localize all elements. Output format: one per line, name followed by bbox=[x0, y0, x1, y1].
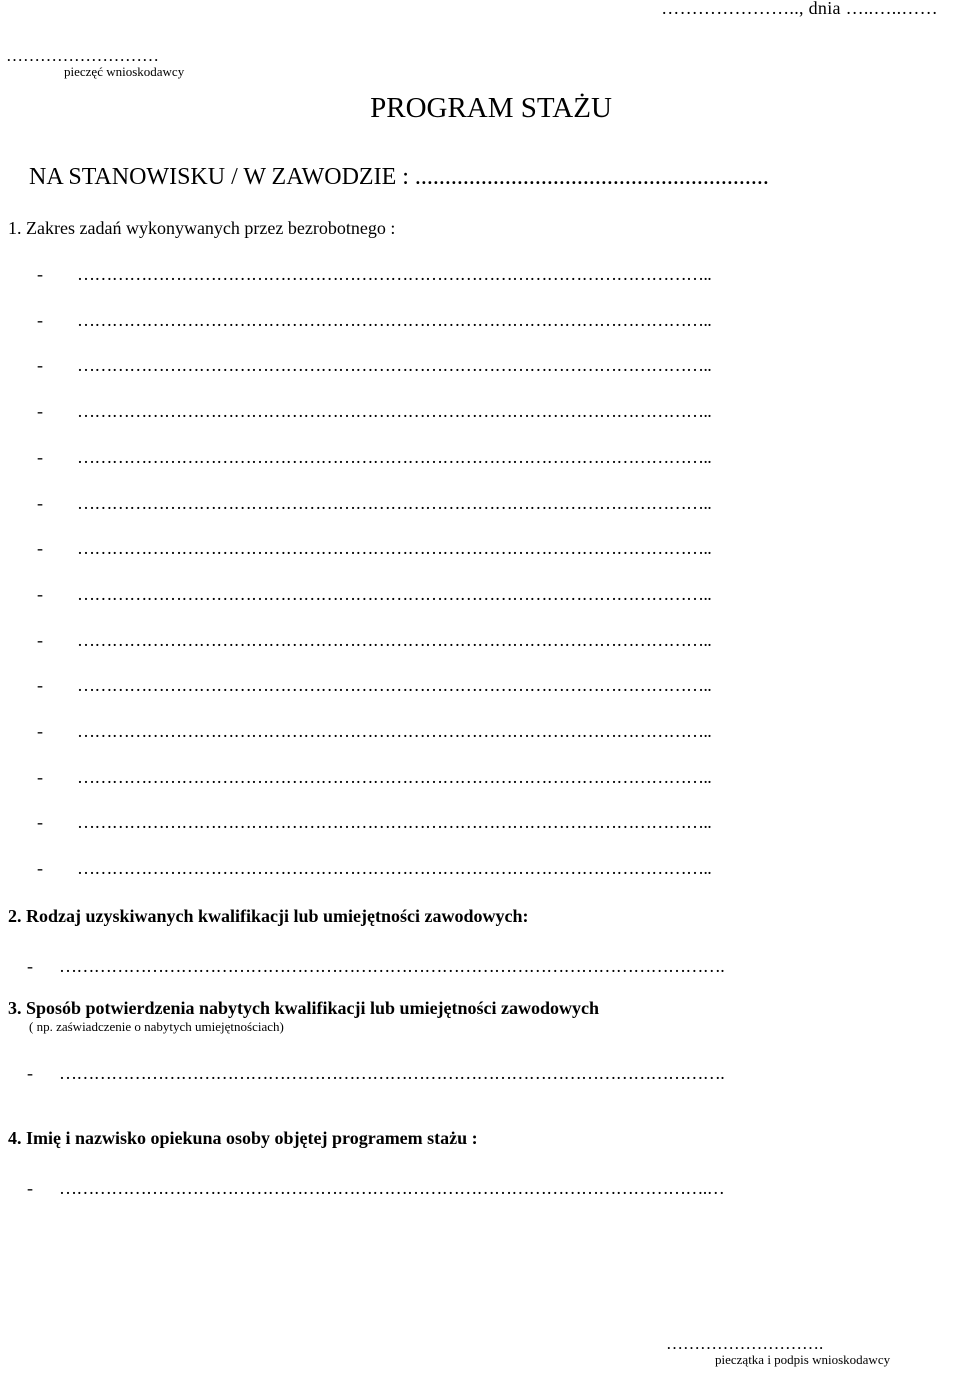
list-dash: - bbox=[37, 675, 43, 695]
list-dash: - bbox=[37, 493, 43, 513]
fill-line: ……………………………………………………………………………………………….. bbox=[77, 767, 712, 787]
task-row[interactable] bbox=[37, 584, 957, 604]
page-title: PROGRAM STAŻU bbox=[370, 92, 612, 124]
fill-line: ……………………………………………………………………………………………….. bbox=[77, 447, 712, 467]
section-2-heading: 2. Rodzaj uzyskiwanych kwalifikacji lub umiejętności zawodowych: bbox=[8, 906, 529, 926]
fill-line: ……………………………………………………………………………………………………. bbox=[59, 1063, 725, 1083]
task-row[interactable] bbox=[37, 264, 957, 284]
task-row[interactable] bbox=[37, 310, 957, 330]
fill-line: ………………………………………………………………………………………………….… bbox=[59, 1178, 725, 1198]
list-dash: - bbox=[37, 812, 43, 832]
list-dash: - bbox=[37, 538, 43, 558]
signature-placeholder: ………………………. bbox=[666, 1334, 824, 1353]
signature-label: pieczątka i podpis wnioskodawcy bbox=[715, 1352, 891, 1367]
fill-line: ……………………………………………………………………………………………….. bbox=[77, 812, 712, 832]
fill-line: ……………………………………………………………………………………………….. bbox=[77, 721, 712, 741]
list-dash: - bbox=[37, 447, 43, 467]
fill-line: ……………………………………………………………………………………………….. bbox=[77, 675, 712, 695]
list-dash: - bbox=[37, 630, 43, 650]
stamp-placeholder: ……………………… bbox=[6, 46, 159, 65]
task-row[interactable] bbox=[37, 538, 957, 558]
list-dash: - bbox=[37, 584, 43, 604]
list-dash: - bbox=[37, 767, 43, 787]
task-row[interactable] bbox=[37, 401, 957, 421]
fill-line: ……………………………………………………………………………………………….. bbox=[77, 630, 712, 650]
list-dash: - bbox=[37, 264, 43, 284]
task-row[interactable] bbox=[37, 858, 957, 878]
section-4-heading: 4. Imię i nazwisko opiekuna osoby objętej programem stażu : bbox=[8, 1128, 478, 1148]
list-dash: - bbox=[37, 310, 43, 330]
date-line: ………………….., dnia …..…..…… bbox=[661, 0, 938, 18]
list-dash: - bbox=[37, 721, 43, 741]
stamp-label: pieczęć wnioskodawcy bbox=[64, 64, 185, 79]
task-row[interactable] bbox=[37, 721, 957, 741]
fill-line: ……………………………………………………………………………………………….. bbox=[77, 310, 712, 330]
task-row[interactable] bbox=[37, 493, 957, 513]
fill-line: ……………………………………………………………………………………………….. bbox=[77, 401, 712, 421]
section-3-note: ( np. zaświadczenie o nabytych umiejętnościach) bbox=[29, 1019, 284, 1034]
fill-line: ……………………………………………………………………………………………….. bbox=[77, 538, 712, 558]
section-3-heading: 3. Sposób potwierdzenia nabytych kwalifikacji lub umiejętności zawodowych bbox=[8, 998, 600, 1018]
task-row[interactable] bbox=[37, 447, 957, 467]
task-row[interactable] bbox=[37, 630, 957, 650]
list-dash: - bbox=[27, 956, 33, 976]
task-row[interactable] bbox=[37, 812, 957, 832]
fill-line: ……………………………………………………………………………………………….. bbox=[77, 355, 712, 375]
list-dash: - bbox=[37, 401, 43, 421]
list-dash: - bbox=[37, 858, 43, 878]
task-row[interactable] bbox=[37, 675, 957, 695]
fill-line: ……………………………………………………………………………………………….. bbox=[77, 264, 712, 284]
list-dash: - bbox=[27, 1178, 33, 1198]
position-line: NA STANOWISKU / W ZAWODZIE : ........................................................... bbox=[29, 164, 769, 190]
list-dash: - bbox=[37, 355, 43, 375]
section-1-heading: 1. Zakres zadań wykonywanych przez bezrobotnego : bbox=[8, 218, 396, 238]
list-dash: - bbox=[27, 1063, 33, 1083]
task-row[interactable] bbox=[37, 355, 957, 375]
task-row[interactable] bbox=[37, 767, 957, 787]
fill-line: ……………………………………………………………………………………………….. bbox=[77, 858, 712, 878]
fill-line: ……………………………………………………………………………………………………. bbox=[59, 956, 725, 976]
fill-line: ……………………………………………………………………………………………….. bbox=[77, 493, 712, 513]
fill-line: ……………………………………………………………………………………………….. bbox=[77, 584, 712, 604]
